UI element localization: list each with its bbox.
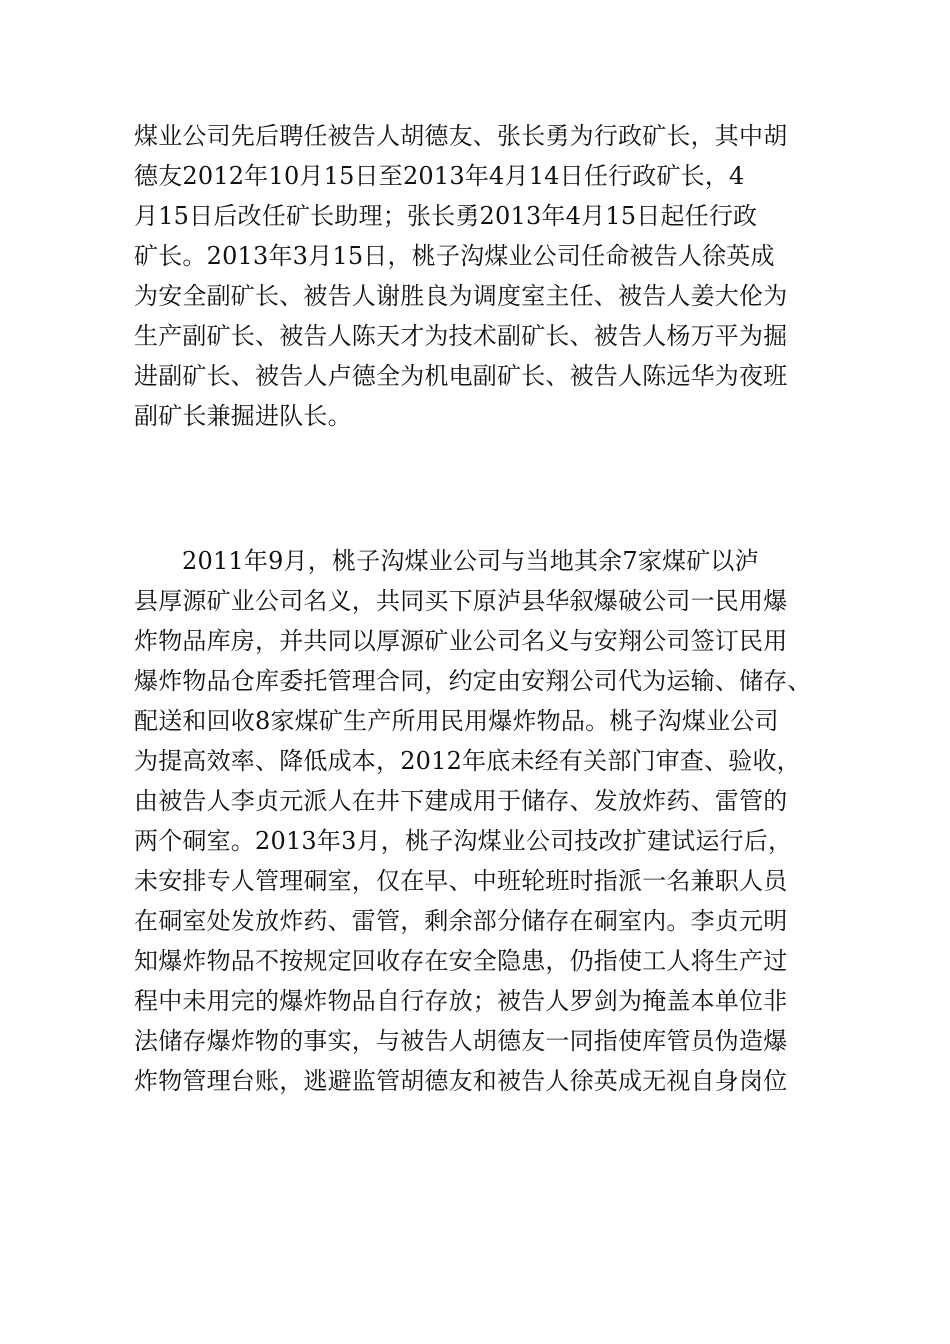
text-line: 德友2012年10月15日至2013年4月14日任行政矿长，4 (134, 162, 745, 190)
text-line: 炸物品库房，并共同以厚源矿业公司名义与安翔公司签订民用 (134, 627, 788, 655)
text-line: 配送和回收8家煤矿生产所用民用爆炸物品。桃子沟煤业公司 (134, 707, 779, 735)
text-line: 未安排专人管理硐室，仅在早、中班轮班时指派一名兼职人员 (134, 867, 788, 895)
text-line: 月15日后改任矿长助理；张长勇2013年4月15日起任行政 (134, 202, 758, 230)
text-line: 进副矿长、被告人卢德全为机电副矿长、被告人陈远华为夜班 (134, 362, 788, 390)
text-line: 在硐室处发放炸药、雷管，剩余部分储存在硐室内。李贞元明 (134, 907, 788, 935)
text-line: 为提高效率、降低成本，2012年底未经有关部门审查、验收， (134, 747, 801, 775)
text-line: 两个硐室。2013年3月，桃子沟煤业公司技改扩建试运行后， (134, 827, 793, 855)
text-line: 法储存爆炸物的事实，与被告人胡德友一同指使库管员伪造爆 (134, 1027, 788, 1055)
text-line: 爆炸物品仓库委托管理合同，约定由安翔公司代为运输、储存、 (134, 667, 812, 695)
text-line: 矿长。2013年3月15日，桃子沟煤业公司任命被告人徐英成 (134, 242, 775, 270)
text-line: 副矿长兼掘进队长。 (134, 402, 352, 430)
text-line: 由被告人李贞元派人在井下建成用于储存、发放炸药、雷管的 (134, 787, 788, 815)
text-line: 程中未用完的爆炸物品自行存放；被告人罗剑为掩盖本单位非 (134, 987, 788, 1015)
text-line: 2011年9月，桃子沟煤业公司与当地其余7家煤矿以泸 (182, 547, 759, 575)
text-line: 生产副矿长、被告人陈天才为技术副矿长、被告人杨万平为掘 (134, 322, 788, 350)
text-line: 炸物管理台账，逃避监管胡德友和被告人徐英成无视自身岗位 (134, 1067, 788, 1095)
text-line: 知爆炸物品不按规定回收存在安全隐患，仍指使工人将生产过 (134, 947, 788, 975)
text-line: 县厚源矿业公司名义，共同买下原泸县华叙爆破公司一民用爆 (134, 587, 788, 615)
paragraph-2 (134, 541, 834, 1101)
text-line: 为安全副矿长、被告人谢胜良为调度室主任、被告人姜大伦为 (134, 282, 788, 310)
paragraph-1 (134, 116, 834, 436)
text-line: 煤业公司先后聘任被告人胡德友、张长勇为行政矿长，其中胡 (134, 122, 788, 150)
